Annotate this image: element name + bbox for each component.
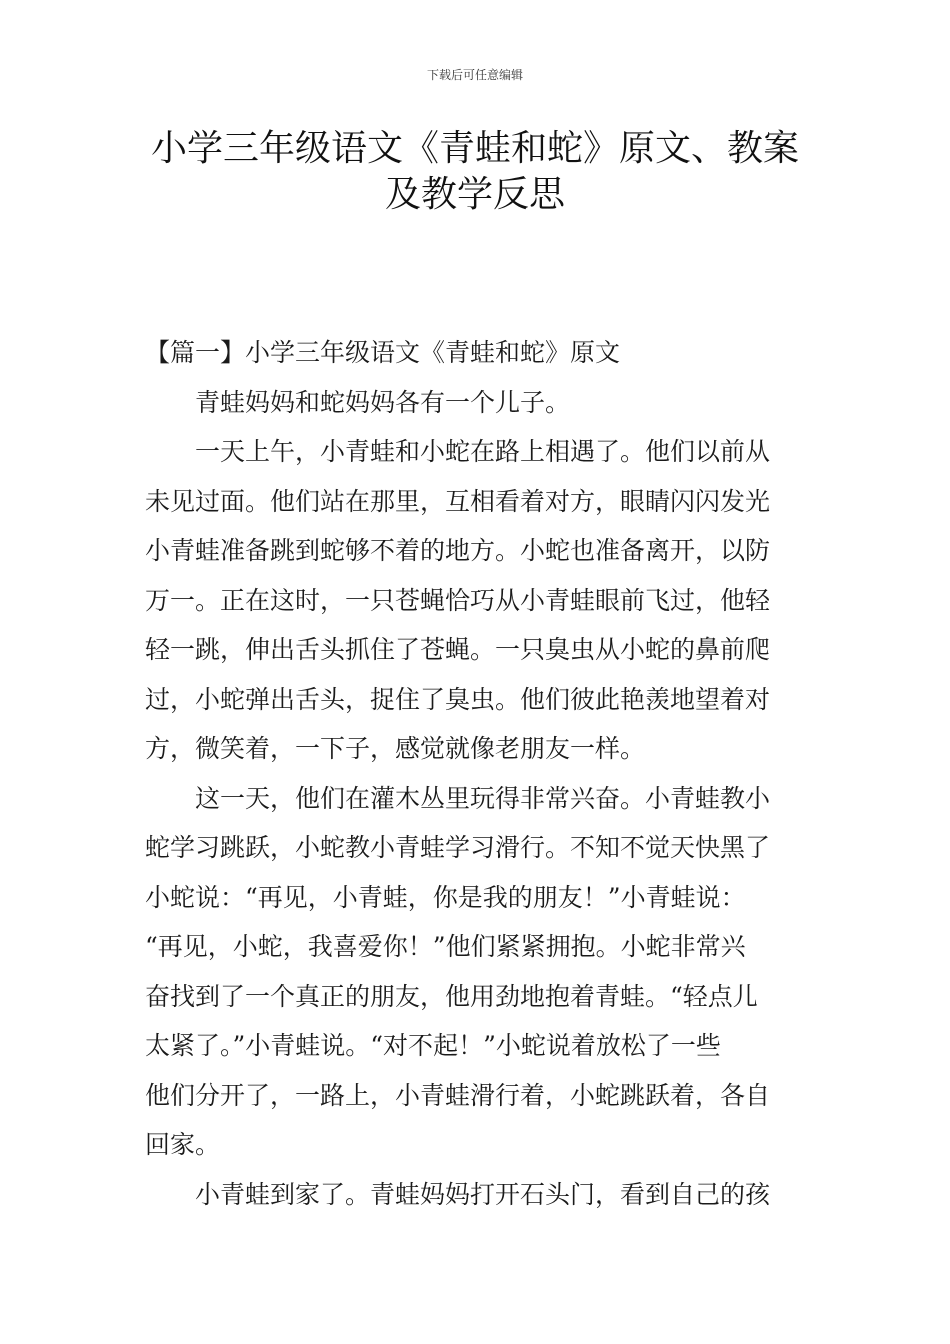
paragraph-line: 过，小蛇弹出舌头，捉住了臭虫。他们彼此艳羡地望着对 [145,684,771,714]
paragraph-line: 太紧了。”小青蛙说。“对不起！”小蛇说着放松了一些 [145,1031,721,1060]
document-body [145,328,807,1219]
paragraph-line: 方，微笑着，一下子，感觉就像老朋友一样。 [145,734,646,763]
paragraph-line: 青蛙妈妈和蛇妈妈各有一个儿子。 [195,387,571,417]
paragraph-line: 未见过面。他们站在那里，互相看着对方，眼睛闪闪发光 [145,486,771,516]
paragraph-line: 蛇学习跳跃，小蛇教小青蛙学习滑行。不知不觉天快黑了 [145,833,771,862]
paragraph-line: 轻一跳，伸出舌头抓住了苍蝇。一只臭虫从小蛇的鼻前爬 [145,635,771,664]
paragraph-line: 万一。正在这时，一只苍蝇恰巧从小青蛙眼前飞过，他轻 [145,585,771,615]
title-line: 小学三年级语文《青蛙和蛇》原文、教案 [150,128,799,169]
paragraph-line: 小青蛙准备跳到蛇够不着的地方。小蛇也准备离开，以防 [145,536,771,565]
paragraph-line: 回家。 [145,1130,221,1159]
paragraph [145,774,807,1170]
paragraph-line: 小青蛙到家了。青蛙妈妈打开石头门，看到自己的孩 [195,1179,771,1209]
paragraph [145,427,807,774]
document-title [120,126,830,218]
page-header-note: 下载后可任意编辑 [426,68,523,82]
paragraph [145,1170,807,1220]
title-line: 及教学反思 [384,174,565,215]
paragraph-line: 奋找到了一个真正的朋友，他用劲地抱着青蛙。“轻点儿 [145,981,758,1011]
paragraphs [145,378,807,1220]
paragraph-line: 小蛇说：“再见，小青蛙，你是我的朋友！”小青蛙说： [145,882,746,912]
paragraph-line: 这一天，他们在灌木丛里玩得非常兴奋。小青蛙教小 [195,783,771,813]
paragraph-line: “再见，小蛇，我喜爱你！”他们紧紧拥抱。小蛇非常兴 [145,932,746,961]
paragraph-line: 他们分开了，一路上，小青蛙滑行着，小蛇跳跃着，各自 [145,1080,771,1110]
section-heading: 【篇一】小学三年级语文《青蛙和蛇》原文 [145,338,621,367]
paragraph [145,378,807,428]
paragraph-line: 一天上午，小青蛙和小蛇在路上相遇了。他们以前从 [195,437,771,466]
